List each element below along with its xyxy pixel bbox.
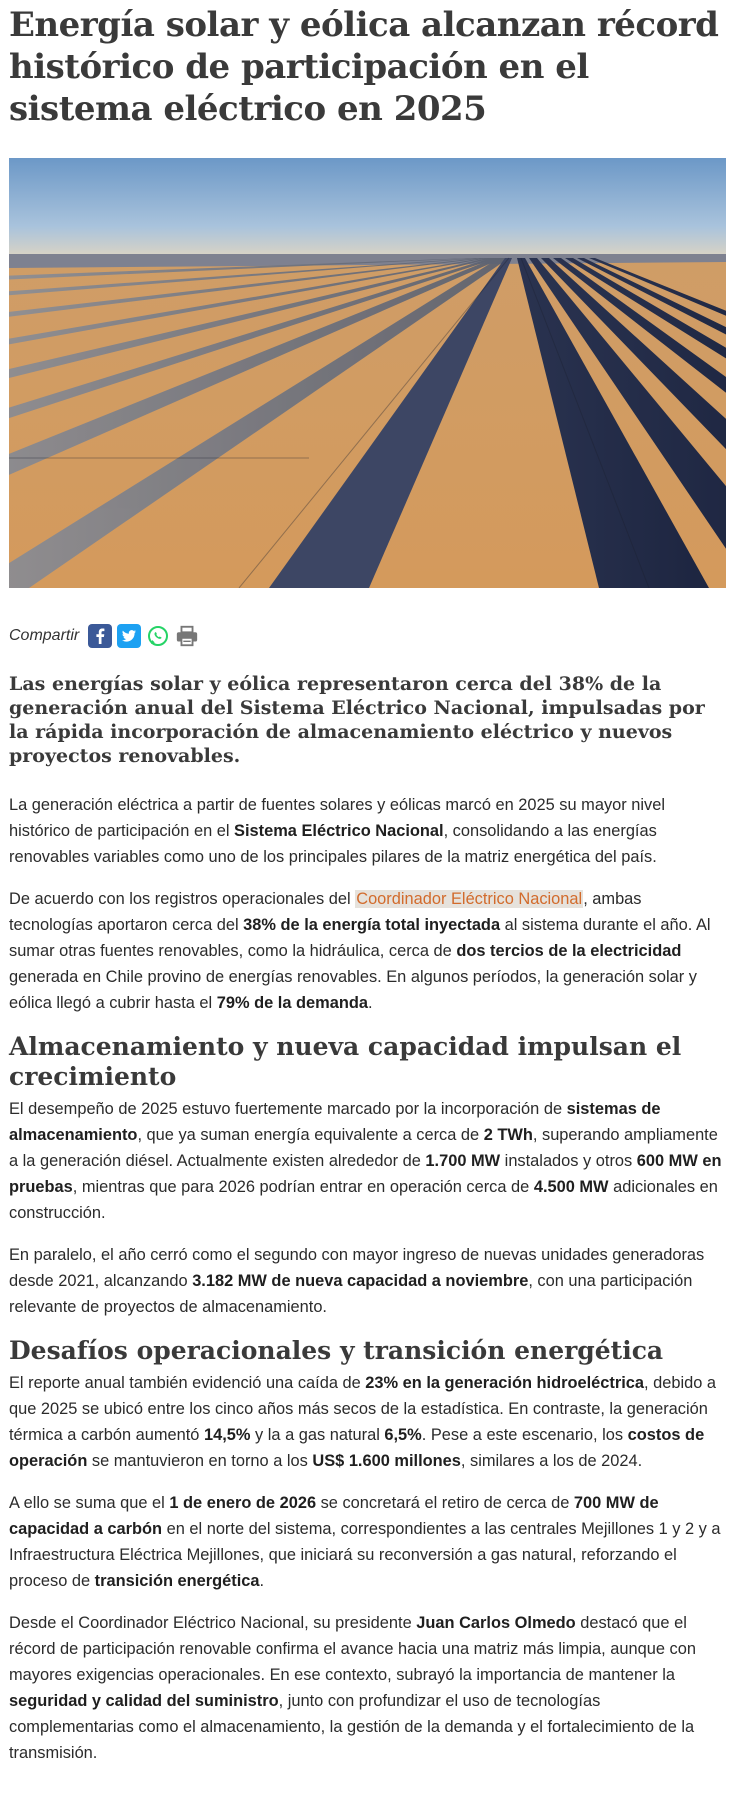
twitter-icon[interactable] bbox=[117, 624, 141, 648]
article-title: Energía solar y eólica alcanzan récord histórico de participación en el sistema eléctrico en 2025 bbox=[9, 5, 719, 129]
paragraph-6: A ello se suma que el 1 de enero de 2026 se concretará el retiro de cerca de 700 MW de capacidad a carbón en el norte del sistema, correspondientes a las centrales Mejillones 1 y 2 y a Infraestructura Eléctrica Mejillones, que iniciará su reconversión a gas natural, reforzando el proceso de transición energética. bbox=[9, 1494, 721, 1590]
facebook-icon[interactable] bbox=[88, 624, 112, 648]
section-heading-storage: Almacenamiento y nueva capacidad impulsan el crecimiento bbox=[9, 1032, 682, 1091]
paragraph-2: De acuerdo con los registros operacionales del Coordinador Eléctrico Nacional, ambas tecnologías aportaron cerca del 38% de la energía total inyectada al sistema durante el año. Al sumar otras fuentes renovables, como la hidráulica, cerca de dos tercios de la electricidad generada en Chile provino de energías renovables. En algunos períodos, la generación solar y eólica llegó a cubrir hasta el 79% de la demanda. bbox=[9, 890, 711, 1012]
share-label: Compartir bbox=[9, 627, 80, 644]
article bbox=[9, 4, 726, 1766]
paragraph-3: El desempeño de 2025 estuvo fuertemente marcado por la incorporación de sistemas de almacenamiento, que ya suman energía equivalente a cerca de 2 TWh, superando ampliamente a la generación diésel. Actualmente existen alrededor de 1.700 MW instalados y otros 600 MW en pruebas, mientras que para 2026 podrían entrar en operación cerca de 4.500 MW adicionales en construcción. bbox=[9, 1100, 722, 1222]
article-lede: Las energías solar y eólica representaron cerca del 38% de la generación anual del Sistema Eléctrico Nacional, impulsadas por la rápida incorporación de almacenamiento eléctrico y nuevos proyectos renovables. bbox=[9, 673, 705, 767]
paragraph-4: En paralelo, el año cerró como el segundo con mayor ingreso de nuevas unidades generadoras desde 2021, alcanzando 3.182 MW de nueva capacidad a noviembre, con una participación relevante de proyectos de almacenamiento. bbox=[9, 1246, 705, 1316]
paragraph-5: El reporte anual también evidenció una caída de 23% en la generación hidroeléctrica, debido a que 2025 se ubicó entre los cinco años más secos de la estadística. En contraste, la generación térmica a carbón aumentó 14,5% y la a gas natural 6,5%. Pese a este escenario, los costos de operación se mantuvieron en torno a los US$ 1.600 millones, similares a los de 2024. bbox=[9, 1374, 717, 1470]
hero-image bbox=[9, 158, 726, 588]
paragraph-7: Desde el Coordinador Eléctrico Nacional, su presidente Juan Carlos Olmedo destacó que el récord de participación renovable confirma el avance hacia una matriz más limpia, aunque con mayores exigencias operacionales. En ese contexto, subrayó la importancia de mantener la seguridad y calidad del suministro, junto con profundizar el uso de tecnologías complementarias como el almacenamiento, la gestión de la demanda y el fortalecimiento de la transmisión. bbox=[9, 1614, 696, 1762]
paragraph-1: La generación eléctrica a partir de fuentes solares y eólicas marcó en 2025 su mayor nivel histórico de participación en el Sistema Eléctrico Nacional, consolidando a las energías renovables variables como uno de los principales pilares de la matriz energética del país. bbox=[9, 796, 665, 866]
print-icon[interactable] bbox=[175, 624, 199, 648]
coordinador-link[interactable]: Coordinador Eléctrico Nacional bbox=[356, 890, 583, 908]
share-bar bbox=[9, 622, 726, 650]
section-heading-challenges: Desafíos operacionales y transición energética bbox=[9, 1336, 664, 1365]
whatsapp-icon[interactable] bbox=[146, 624, 170, 648]
